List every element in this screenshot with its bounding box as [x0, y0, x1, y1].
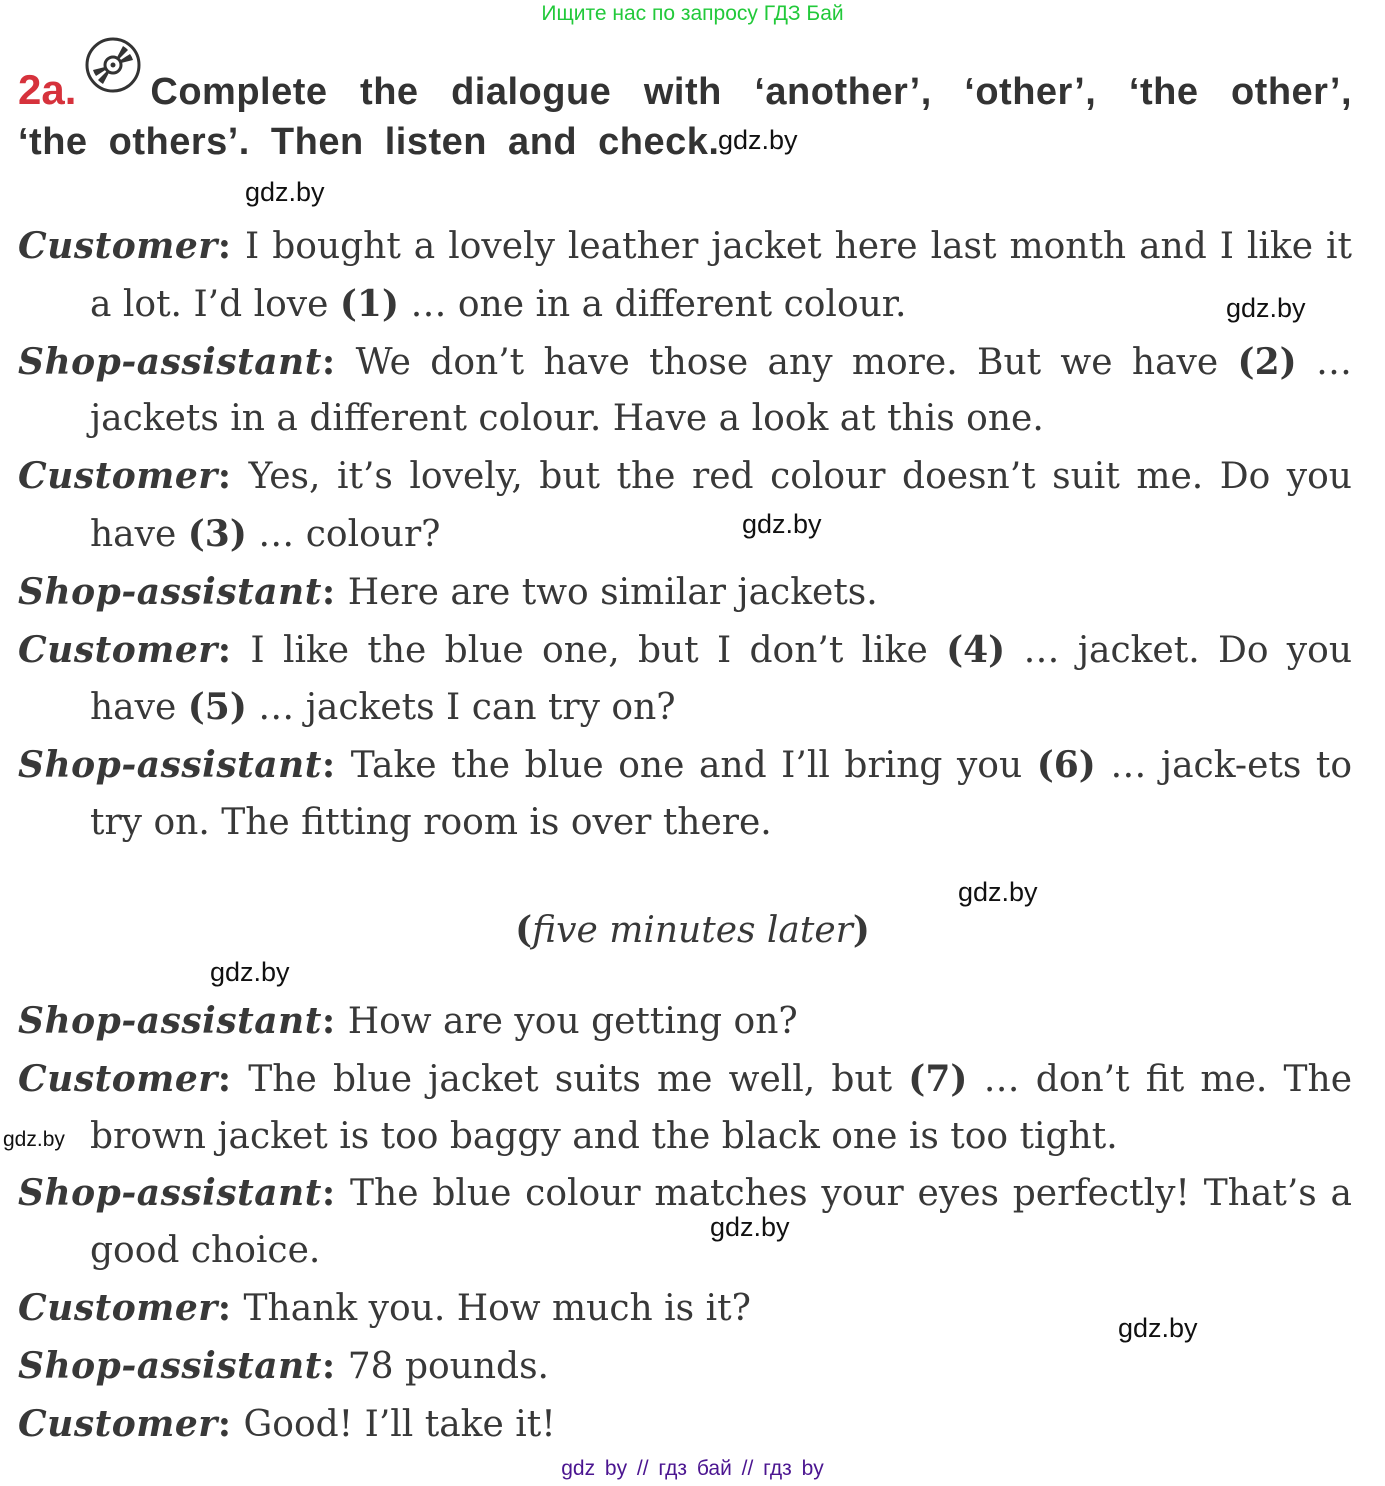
speaker-label: Customer [18, 225, 218, 267]
line-text: Here are two similar jackets. [347, 571, 878, 613]
watermark: gdz.by [210, 957, 290, 987]
dialogue-turn: Shop-assistant: Take the blue one and I’ll bring you (6) … jack-ets to try on. The fitting room is over there. [18, 744, 1352, 843]
dialogue-turn: Customer: I like the blue one, but I don’t like (4) … jacket. Do you have (5) … jackets I can try on? [18, 628, 1353, 729]
line-text: … jackets in a different colour. Have a look at this one. [90, 341, 1352, 440]
gap-marker-1: (1) [339, 282, 399, 325]
speaker-label: Customer [18, 455, 218, 498]
dialogue-turn: Customer: I bought a lovely leather jacket here last month and I like it a lot. I’d love (1) … one in a different colour. [18, 225, 1352, 325]
speaker-label: Customer [18, 1286, 218, 1329]
speaker-label: Shop-assistant [18, 1172, 322, 1215]
dialogue-turn: Shop-assistant: 78 pounds. [18, 1344, 549, 1387]
line-text: I bought a lovely leather jacket here last month and I like it a lot. I’d love [90, 226, 1352, 325]
watermark: gdz.by [710, 1212, 790, 1242]
stage-direction-text: five minutes later [532, 910, 853, 951]
line-text: How are you getting on? [347, 1001, 798, 1042]
gap-marker-3: (3) [187, 512, 247, 555]
speaker-label: Shop-assistant [18, 570, 322, 613]
gap-marker-6: (6) [1036, 744, 1096, 787]
gap-marker-2: (2) [1237, 340, 1297, 383]
watermark: gdz.by [958, 877, 1038, 907]
line-text: I like the blue one, but I don’t like [250, 629, 947, 671]
dialogue-turn: Customer: Yes, it’s lovely, but the red colour doesn’t suit me. Do you have (3) … colour? [18, 455, 1352, 555]
line-text: … colour? [246, 513, 441, 555]
speaker-label: Customer [18, 1402, 218, 1445]
line-text: 78 pounds. [347, 1345, 549, 1387]
line-text: … jack-ets to try on. The fitting room is over there. [90, 745, 1352, 843]
line-text: … jacket. Do you have [90, 629, 1353, 729]
watermark: gdz.by [742, 509, 822, 539]
watermark: gdz.by [245, 177, 325, 207]
dialogue-turn: Shop-assistant: How are you getting on? [18, 1000, 798, 1042]
watermark: gdz.by [1226, 293, 1306, 323]
watermark: gdz.by [718, 125, 798, 155]
line-text: The blue jacket suits me well, but [248, 1058, 909, 1100]
line-text: Yes, it’s lovely, but the red colour doesn’t suit me. Do you have [90, 456, 1352, 555]
dialogue-turn: Shop-assistant: We don’t have those any more. But we have (2) … jackets in a different colour. Have a look at this one. [18, 340, 1352, 440]
audio-disc-icon[interactable] [84, 36, 142, 94]
line-text: … one in a different colour. [399, 283, 907, 325]
line-text: Thank you. How much is it? [243, 1287, 751, 1329]
line-text: … don’t fit me. The brown jacket is too baggy and the black one is too tight. [90, 1058, 1352, 1157]
dialogue-part-1 [18, 218, 1352, 852]
footer-watermark: gdz by // гдз бай // гдз by [561, 1457, 824, 1480]
exercise-instruction: Complete the dialogue with ‘another’, ‘other’, ‘the other’, ‘the others’. Then listen and check. [18, 71, 1352, 163]
stage-direction: (five minutes later) [515, 909, 870, 951]
line-text: Good! I’ll take it! [243, 1403, 556, 1445]
speaker-label: Shop-assistant [18, 1344, 322, 1387]
line-text: Take the blue one and I’ll bring you [350, 745, 1037, 787]
dialogue-turn: Shop-assistant: The blue colour matches your eyes perfectly! That’s a good choice. [18, 1172, 1352, 1272]
gap-marker-5: (5) [187, 686, 247, 729]
line-text: The blue colour matches your eyes perfectly! That’s a good choice. [90, 1173, 1352, 1272]
dialogue-turn: Customer: Good! I’ll take it! [18, 1402, 556, 1445]
watermark: gdz.by [1118, 1313, 1198, 1343]
gap-marker-7: (7) [908, 1057, 968, 1100]
watermark: gdz.by [3, 1128, 65, 1151]
line-text: … jackets I can try on? [246, 687, 676, 729]
line-text: We don’t have those any more. But we have [355, 341, 1238, 383]
dialogue-turn: Shop-assistant: Here are two similar jackets. [18, 570, 878, 613]
speaker-label: Shop-assistant [18, 1000, 322, 1042]
gap-marker-4: (4) [946, 628, 1006, 671]
speaker-label: Shop-assistant [18, 340, 322, 383]
exercise-header [18, 50, 1352, 167]
dialogue-turn: Customer: Thank you. How much is it? [18, 1286, 751, 1329]
dialogue-turn: Customer: The blue jacket suits me well, but (7) … don’t fit me. The brown jacket is too baggy and the black one is too tight. [18, 1057, 1352, 1157]
exercise-number: 2a. [18, 66, 77, 113]
speaker-label: Customer [18, 1057, 218, 1100]
speaker-label: Customer [18, 628, 218, 671]
top-banner: Ищите нас по запросу ГДЗ Бай [541, 2, 844, 25]
speaker-label: Shop-assistant [18, 744, 322, 787]
dialogue-part-2 [18, 993, 1352, 1453]
